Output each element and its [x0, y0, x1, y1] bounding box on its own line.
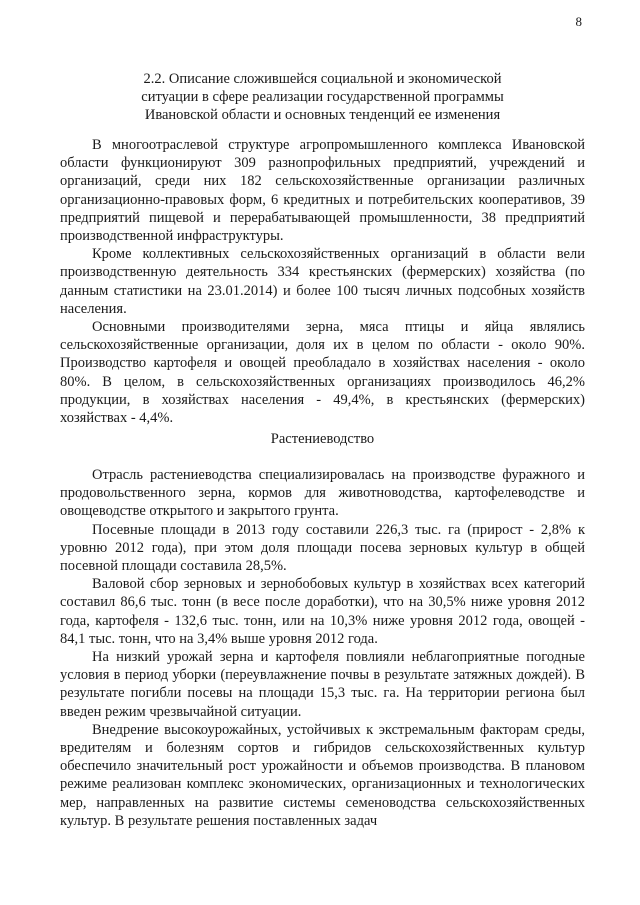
- section-title-line: Ивановской области и основных тенденций ее изменения: [144, 107, 501, 124]
- paragraph: Основными производителями зерна, мяса птицы и яйца являлись сельскохозяйственные организации, доля их в целом по области - около 90%. Производство картофеля и овощей преобладало в хозяйствах населения - около 80%. В целом, в сельскохозяйственных организациях производилось 46,2% продукции, в хозяйствах населения - 49,4%, в крестьянских (фермерских) хозяйствах - 4,4%.: [60, 319, 585, 427]
- paragraph: Валовой сбор зерновых и зернобобовых культур в хозяйствах всех категорий составил 86,6 тыс. тонн (в весе после доработки), что на 30,5% ниже уровня 2012 года, картофеля - 132,6 тыс. тонн, или на 10,3% ниже уровня 2012 года, овощей - 84,1 тыс. тонн, что на 3,4% выше уровня 2012 года.: [60, 576, 585, 647]
- subheading-crop-production: Растениеводство: [270, 431, 375, 447]
- intro-text: [60, 136, 585, 427]
- page-number: 8: [575, 14, 582, 29]
- section-title: [60, 70, 585, 125]
- crop-production-text: [60, 466, 585, 830]
- paragraph: На низкий урожай зерна и картофеля повлияли неблагоприятные погодные условия в период уборки (переувлажнение почвы в результате затяжных дождей). В результате погибли посевы на площади 15,3 тыс. га. На территории региона был введен режим чрезвычайной ситуации.: [60, 649, 585, 720]
- paragraph: Отрасль растениеводства специализировалась на производстве фуражного и продовольственного зерна, кормов для животноводства, картофелеводстве и овощеводстве открытого и закрытого грунта.: [60, 467, 585, 520]
- paragraph: Внедрение высокоурожайных, устойчивых к экстремальным факторам среды, вредителям и болезням сортов и гибридов сельскохозяйственных культур обеспечило значительный рост урожайности и объемов производства. В плановом режиме реализован комплекс экономических, организационных и технологических мер, направленных на развитие системы семеноводства сельскохозяйственных культур. В результате решения поставленных задач: [60, 721, 585, 829]
- paragraph: Посевные площади в 2013 году составили 226,3 тыс. га (прирост - 2,8% к уровню 2012 года), при этом доля площади посева зерновых культур в общей посевной площади составила 28,5%.: [60, 521, 585, 575]
- paragraph: В многоотраслевой структуре агропромышленного комплекса Ивановской области функционируют 309 разнопрофильных предприятий, учреждений и организаций, среди них 182 сельскохозяйственные организации различных организационно-правовых форм, 6 кредитных и потребительских кооперативов, 39 предприятий пищевой и перерабатывающей промышленности, 38 предприятий производственной инфраструктуры.: [60, 137, 585, 245]
- section-title-line: 2.2. Описание сложившейся социальной и экономической: [143, 71, 502, 87]
- section-title-line: ситуации в сфере реализации государственной программы: [141, 89, 504, 106]
- paragraph: Кроме коллективных сельскохозяйственных организаций в области вели производственную деятельность 334 крестьянских (фермерских) хозяйства (по данным статистики на 23.01.2014) и более 100 тысяч личных подсобных хозяйств населения.: [60, 246, 585, 317]
